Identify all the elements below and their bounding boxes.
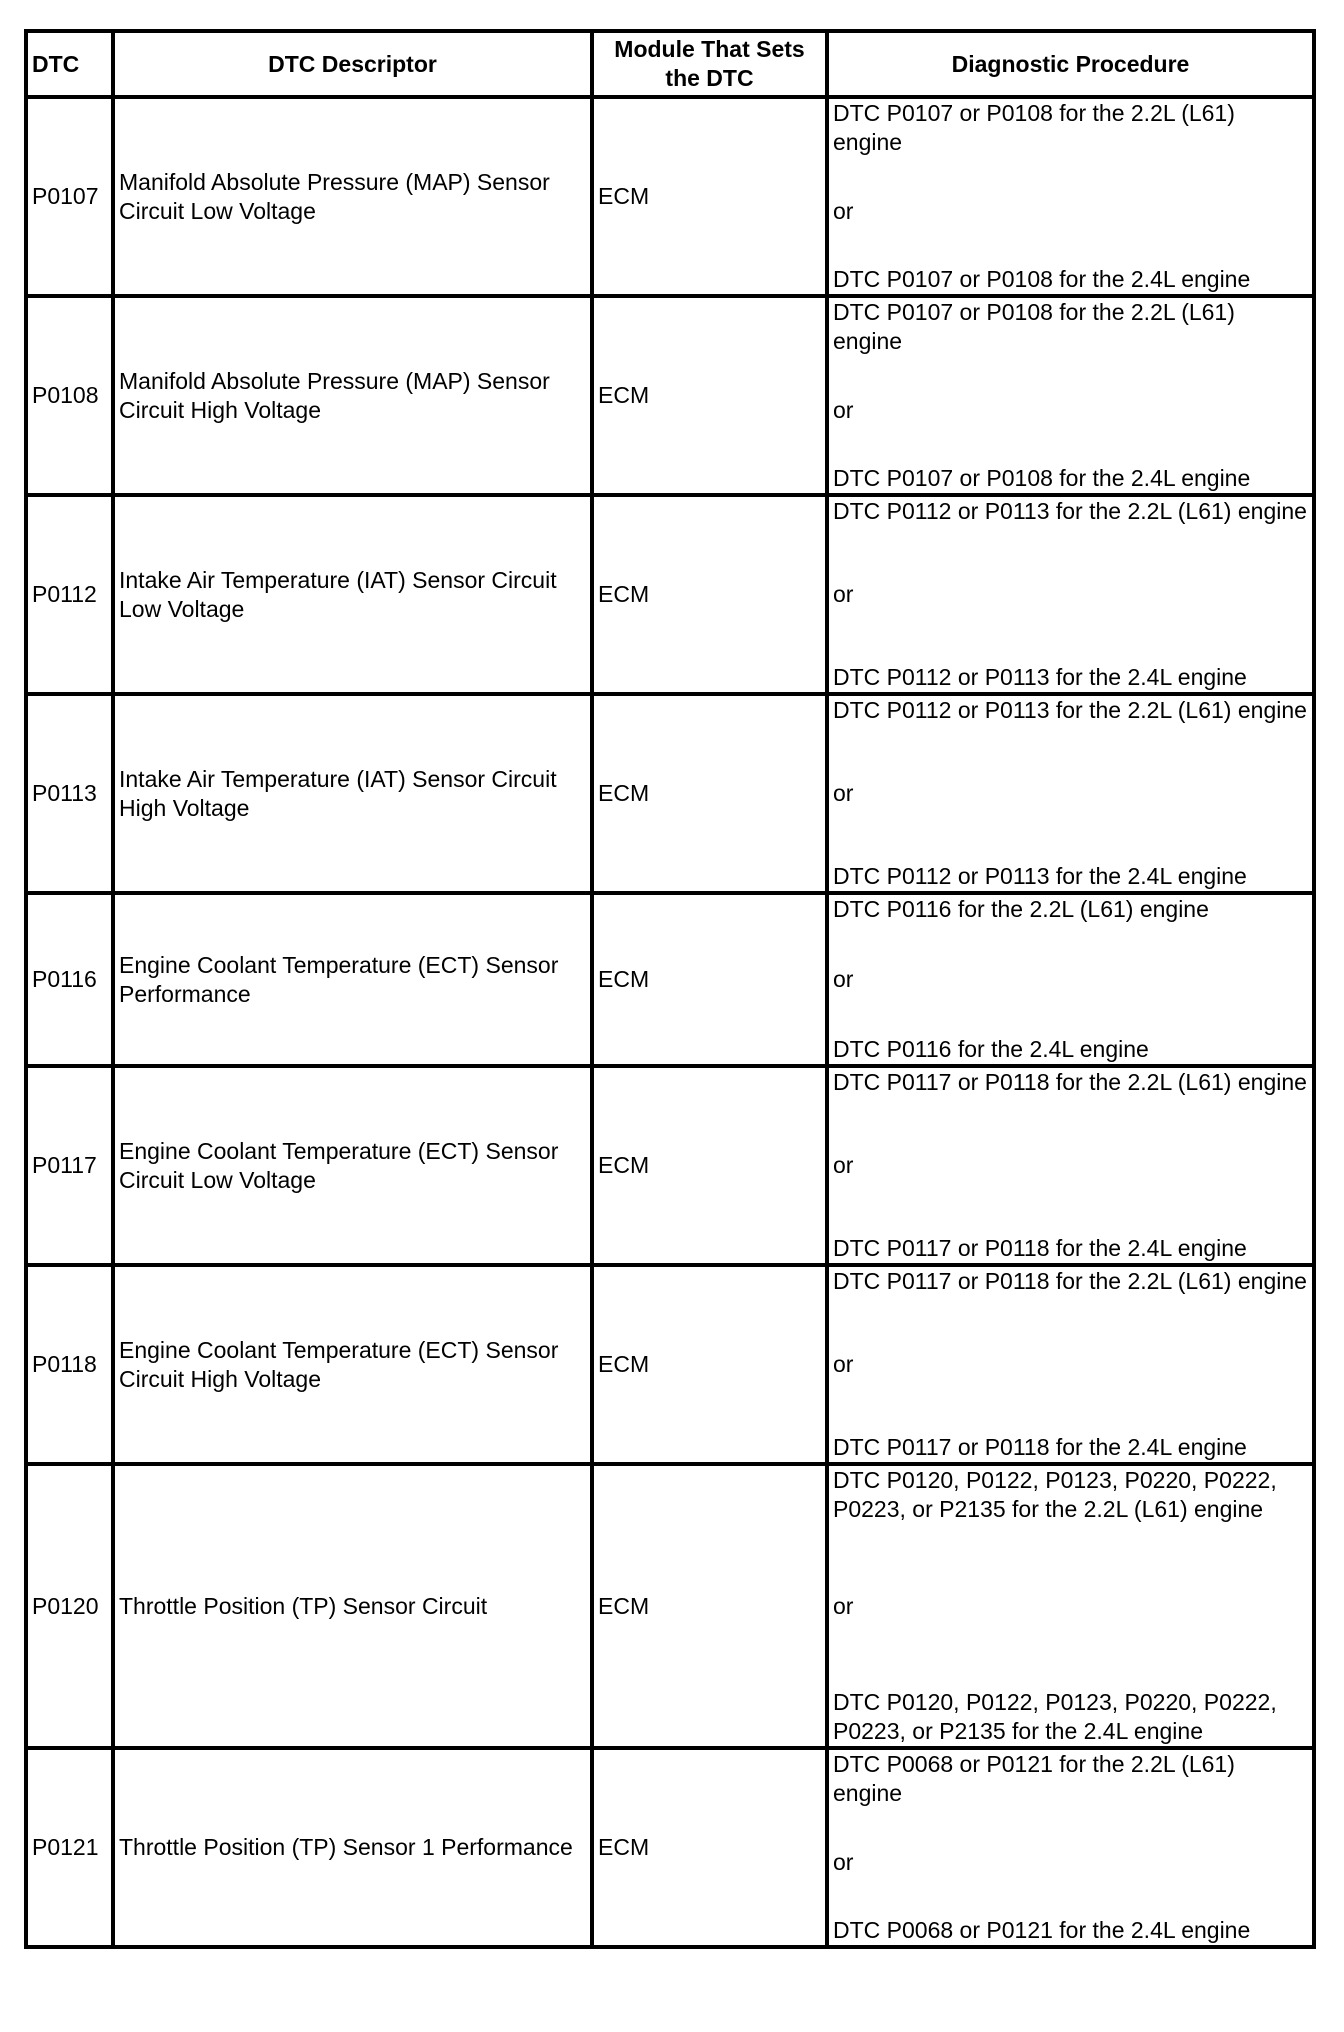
procedure-link-alternate[interactable]: DTC P0107 or P0108 for the 2.4L engine — [833, 465, 1251, 491]
procedure-or: or — [833, 966, 854, 992]
procedure-link-primary[interactable]: DTC P0117 or P0118 for the 2.2L (L61) engine — [833, 1069, 1307, 1095]
diagnostic-procedure — [827, 1265, 1314, 1464]
procedure-link-alternate[interactable]: DTC P0112 or P0113 for the 2.4L engine — [833, 664, 1247, 690]
table-row — [26, 893, 1314, 1066]
procedure-link-alternate[interactable]: DTC P0117 or P0118 for the 2.4L engine — [833, 1235, 1247, 1261]
module: ECM — [592, 1748, 827, 1947]
procedure-link-primary[interactable]: DTC P0068 or P0121 for the 2.2L (L61) engine — [833, 1751, 1235, 1806]
table-row — [26, 694, 1314, 893]
dtc-descriptor: Manifold Absolute Pressure (MAP) Sensor Circuit Low Voltage — [113, 97, 592, 296]
dtc-descriptor: Engine Coolant Temperature (ECT) Sensor Circuit High Voltage — [113, 1265, 592, 1464]
dtc-code: P0120 — [26, 1464, 113, 1748]
dtc-descriptor: Engine Coolant Temperature (ECT) Sensor Circuit Low Voltage — [113, 1066, 592, 1265]
dtc-code: P0116 — [26, 893, 113, 1066]
module: ECM — [592, 1464, 827, 1748]
table-row — [26, 1066, 1314, 1265]
dtc-descriptor: Engine Coolant Temperature (ECT) Sensor Performance — [113, 893, 592, 1066]
procedure-or: or — [833, 197, 854, 224]
table-row — [26, 97, 1314, 296]
diagnostic-procedure — [827, 1066, 1314, 1265]
header-procedure: Diagnostic Procedure — [827, 31, 1314, 97]
procedure-link-primary[interactable]: DTC P0112 or P0113 for the 2.2L (L61) engine — [833, 697, 1307, 723]
procedure-link-alternate[interactable]: DTC P0107 or P0108 for the 2.4L engine — [833, 266, 1251, 292]
procedure-link-primary[interactable]: DTC P0112 or P0113 for the 2.2L (L61) engine — [833, 498, 1307, 524]
dtc-descriptor: Intake Air Temperature (IAT) Sensor Circuit Low Voltage — [113, 495, 592, 694]
dtc-code: P0113 — [26, 694, 113, 893]
diagnostic-procedure — [827, 495, 1314, 694]
diagnostic-procedure — [827, 296, 1314, 495]
procedure-or: or — [833, 1351, 854, 1377]
procedure-link-primary[interactable]: DTC P0120, P0122, P0123, P0220, P0222, P0223, or P2135 for the 2.2L (L61) engine — [833, 1467, 1277, 1522]
dtc-code: P0117 — [26, 1066, 113, 1265]
diagnostic-procedure — [827, 97, 1314, 296]
module: ECM — [592, 694, 827, 893]
header-descriptor: DTC Descriptor — [113, 31, 592, 97]
table-row — [26, 1265, 1314, 1464]
procedure-link-alternate[interactable]: DTC P0112 or P0113 for the 2.4L engine — [833, 863, 1247, 889]
dtc-code: P0121 — [26, 1748, 113, 1947]
procedure-link-alternate[interactable]: DTC P0120, P0122, P0123, P0220, P0222, P0223, or P2135 for the 2.4L engine — [833, 1689, 1277, 1744]
dtc-descriptor: Intake Air Temperature (IAT) Sensor Circuit High Voltage — [113, 694, 592, 893]
header-module: Module That Sets the DTC — [592, 31, 827, 97]
dtc-code: P0112 — [26, 495, 113, 694]
table-row — [26, 495, 1314, 694]
procedure-link-primary[interactable]: DTC P0107 or P0108 for the 2.2L (L61) engine — [833, 100, 1235, 155]
diagnostic-procedure — [827, 1464, 1314, 1748]
dtc-descriptor: Throttle Position (TP) Sensor Circuit — [113, 1464, 592, 1748]
procedure-or: or — [833, 396, 854, 423]
table-row — [26, 1748, 1314, 1947]
table-row — [26, 1464, 1314, 1748]
dtc-table — [24, 29, 1316, 1949]
procedure-link-alternate[interactable]: DTC P0116 for the 2.4L engine — [833, 1036, 1149, 1062]
procedure-link-primary[interactable]: DTC P0117 or P0118 for the 2.2L (L61) engine — [833, 1268, 1307, 1294]
procedure-or: or — [833, 1848, 854, 1875]
table-row — [26, 296, 1314, 495]
module: ECM — [592, 1265, 827, 1464]
diagnostic-procedure — [827, 694, 1314, 893]
dtc-code: P0108 — [26, 296, 113, 495]
procedure-link-alternate[interactable]: DTC P0068 or P0121 for the 2.4L engine — [833, 1917, 1251, 1943]
procedure-or: or — [833, 1152, 854, 1178]
module: ECM — [592, 296, 827, 495]
procedure-link-primary[interactable]: DTC P0116 for the 2.2L (L61) engine — [833, 896, 1209, 922]
dtc-descriptor: Throttle Position (TP) Sensor 1 Performance — [113, 1748, 592, 1947]
procedure-or: or — [833, 581, 854, 607]
module: ECM — [592, 1066, 827, 1265]
dtc-code: P0107 — [26, 97, 113, 296]
diagnostic-procedure — [827, 1748, 1314, 1947]
procedure-link-primary[interactable]: DTC P0107 or P0108 for the 2.2L (L61) engine — [833, 299, 1235, 354]
procedure-link-alternate[interactable]: DTC P0117 or P0118 for the 2.4L engine — [833, 1434, 1247, 1460]
dtc-code: P0118 — [26, 1265, 113, 1464]
diagnostic-procedure — [827, 893, 1314, 1066]
header-dtc: DTC — [26, 31, 113, 97]
module: ECM — [592, 495, 827, 694]
table-header-row — [26, 31, 1314, 97]
procedure-or: or — [833, 780, 854, 806]
module: ECM — [592, 97, 827, 296]
module: ECM — [592, 893, 827, 1066]
procedure-or: or — [833, 1592, 854, 1619]
dtc-descriptor: Manifold Absolute Pressure (MAP) Sensor Circuit High Voltage — [113, 296, 592, 495]
